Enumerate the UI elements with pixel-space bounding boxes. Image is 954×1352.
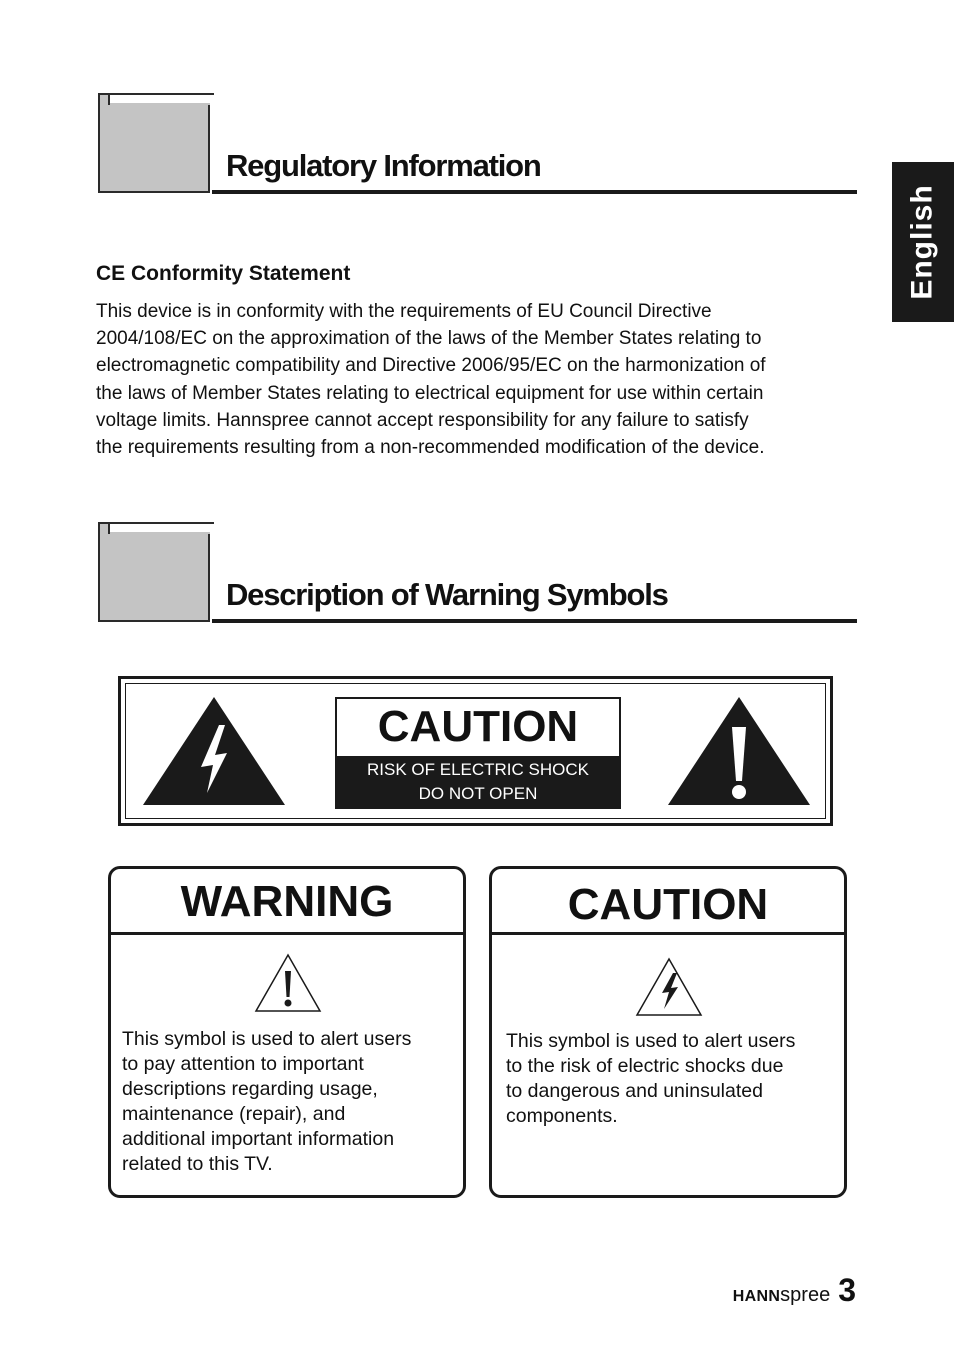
- ce-line: the laws of Member States relating to electrical equipment for use within certain: [96, 382, 764, 404]
- exclamation-triangle-icon: [666, 695, 812, 807]
- language-tab: [892, 162, 954, 322]
- ce-line: the requirements resulting from a non-recommended modification of the device.: [96, 437, 765, 459]
- section-title-regulatory: Regulatory Information: [226, 148, 541, 183]
- brand-logo-bold: HANN: [732, 1288, 781, 1305]
- ce-line: electromagnetic compatibility and Directive 2006/95/EC on the harmonization of: [96, 355, 766, 377]
- ce-heading: CE Conformity Statement: [96, 262, 351, 285]
- page-number: 3: [838, 1272, 856, 1308]
- ce-line: This device is in conformity with the requirements of EU Council Directive: [96, 301, 712, 322]
- caution-line-2: DO NOT OPEN: [418, 784, 538, 803]
- description-line: maintenance (repair), and: [122, 1103, 346, 1125]
- description-line: additional important information: [122, 1128, 395, 1150]
- section-marker-box: [98, 522, 210, 622]
- description-line: to pay attention to important: [122, 1053, 364, 1075]
- caution-panel-title: CAUTION: [492, 869, 844, 935]
- section-rule: [212, 190, 857, 194]
- description-line: related to this TV.: [122, 1153, 273, 1175]
- description-line: This symbol is used to alert users: [506, 1030, 796, 1052]
- caution-title: CAUTION: [377, 702, 579, 751]
- description-line: descriptions regarding usage,: [122, 1078, 378, 1100]
- caution-subtext: [337, 756, 619, 807]
- description-line: to the risk of electric shocks due: [506, 1055, 784, 1077]
- description-line: to dangerous and uninsulated: [506, 1080, 763, 1102]
- caution-banner: [118, 676, 833, 826]
- description-line: components.: [506, 1105, 618, 1127]
- warning-panel-description: [122, 1027, 411, 1177]
- ce-line: voltage limits. Hannspree cannot accept responsibility for any failure to satisfy: [96, 409, 749, 431]
- page-footer: [733, 1272, 856, 1309]
- brand-logo-light: spree: [780, 1284, 831, 1306]
- caution-label-box: [335, 697, 621, 809]
- warning-panel-title: WARNING: [111, 869, 463, 935]
- section-rule: [212, 619, 857, 623]
- electric-shock-triangle-icon: [141, 695, 287, 807]
- caution-panel: [489, 866, 847, 1198]
- electric-shock-triangle-icon: [635, 957, 703, 1017]
- exclamation-triangle-icon: [254, 953, 322, 1013]
- warning-panel: [108, 866, 466, 1198]
- ce-statement: [96, 298, 866, 461]
- caution-panel-description: [506, 1029, 795, 1129]
- language-tab-label: English: [906, 184, 939, 300]
- ce-line: 2004/108/EC on the approximation of the laws of the Member States relating to: [96, 328, 762, 350]
- section-marker-box: [98, 93, 210, 193]
- section-title-warning-symbols: Description of Warning Symbols: [226, 577, 668, 612]
- caution-line-1: RISK OF ELECTRIC SHOCK: [367, 760, 589, 779]
- description-line: This symbol is used to alert users: [122, 1028, 412, 1050]
